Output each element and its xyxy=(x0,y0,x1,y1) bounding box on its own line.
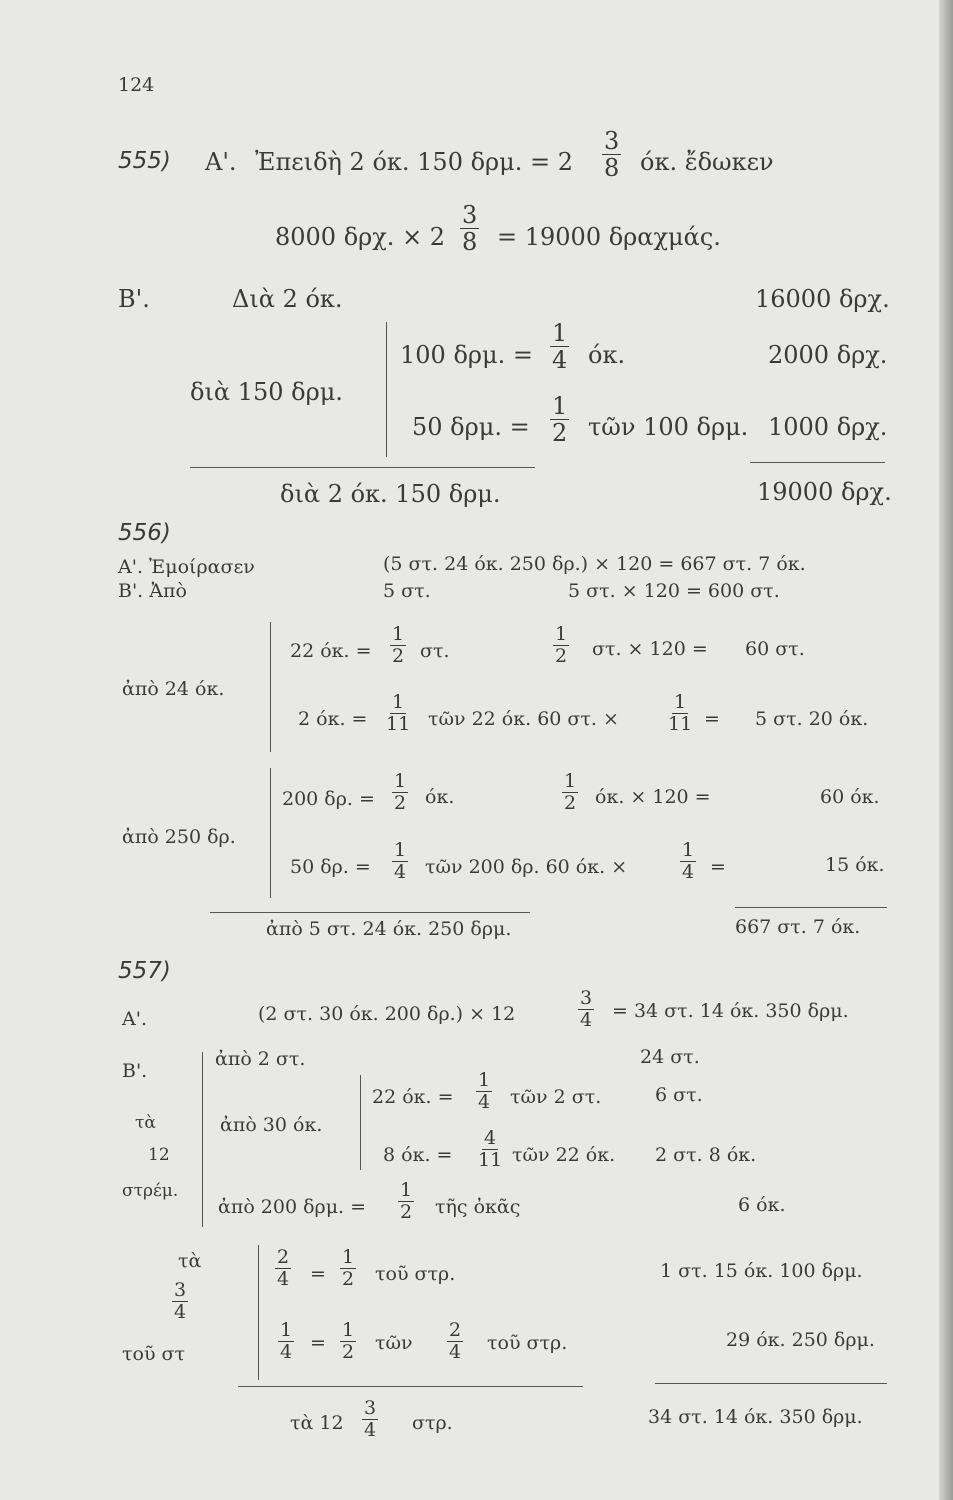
brace xyxy=(258,1245,259,1380)
text-line: 50 δρμ. = xyxy=(412,413,530,441)
amount: 24 στ. xyxy=(640,1046,700,1068)
page-spine xyxy=(939,0,953,1500)
rule xyxy=(238,1386,583,1387)
text-line: στρ. xyxy=(412,1412,453,1434)
brace xyxy=(202,1052,203,1227)
text-line: 8 όκ. = xyxy=(383,1144,453,1166)
answer-a-label: Α'. xyxy=(205,148,237,176)
answer-b-label: Β'. xyxy=(118,285,150,313)
amount: 6 όκ. xyxy=(738,1194,786,1216)
rule xyxy=(210,912,530,913)
text-line: = xyxy=(704,708,720,730)
fraction: $\frac{1}{2}$ xyxy=(342,1246,355,1290)
text-line: στρέμ. xyxy=(122,1181,179,1201)
fraction: $\frac{2}{4}$ xyxy=(277,1246,290,1290)
text-line: τὰ xyxy=(178,1250,202,1272)
text-line: 2 όκ. = xyxy=(298,708,368,730)
text-line: 100 δρμ. = xyxy=(400,341,533,369)
text-line: τῶν 100 δρμ. xyxy=(588,413,749,441)
text-line: ἀπὸ 2 στ. xyxy=(215,1048,306,1070)
amount: 29 όκ. 250 δρμ. xyxy=(726,1329,875,1351)
brace xyxy=(270,622,271,752)
text-line: διὰ 150 δρμ. xyxy=(190,378,343,406)
brace xyxy=(360,1075,361,1170)
total-label: ἀπὸ 5 στ. 24 όκ. 250 δρμ. xyxy=(266,918,512,940)
text-line: 200 δρ. = xyxy=(282,788,375,810)
problem-557-label: 557) xyxy=(118,958,171,984)
text-line: 22 όκ. = xyxy=(290,640,372,662)
text-line: 12 xyxy=(148,1145,170,1165)
text-line: τοῦ στ xyxy=(122,1343,186,1365)
fraction: $\frac{2}{4}$ xyxy=(449,1319,462,1363)
text-line: = xyxy=(710,856,726,878)
fraction: $\frac{1}{2}$ xyxy=(342,1319,355,1363)
text-line: ἀπὸ 30 όκ. xyxy=(220,1114,323,1136)
total-value: 19000 δρχ. xyxy=(757,478,892,506)
amount: 60 στ. xyxy=(745,638,805,660)
page-number: 124 xyxy=(118,74,155,96)
total-label: διὰ 2 όκ. 150 δρμ. xyxy=(280,480,501,508)
text-line: = 34 στ. 14 όκ. 350 δρμ. xyxy=(612,1000,849,1022)
fraction: $\frac{1}{2}$ xyxy=(555,623,568,667)
text-line: 50 δρ. = xyxy=(290,856,371,878)
fraction: $\frac{1}{4}$ xyxy=(394,839,407,883)
amount: 6 στ. xyxy=(655,1084,703,1106)
text-line: τῶν 22 όκ. 60 στ. × xyxy=(428,708,619,730)
brace xyxy=(386,322,387,457)
total-value: 667 στ. 7 όκ. xyxy=(735,916,861,938)
fraction: $\frac{3}{4}$ xyxy=(174,1279,187,1323)
problem-556-label: 556) xyxy=(118,520,171,546)
fraction: $\frac{1}{11}$ xyxy=(668,691,693,735)
rule xyxy=(735,907,887,908)
text-line: 5 στ. xyxy=(383,580,431,602)
fraction: $\frac{1}{2}$ xyxy=(392,623,405,667)
text-line: Διὰ 2 όκ. xyxy=(232,285,343,313)
text-line: όκ. ἔδωκεν xyxy=(640,148,774,176)
rule xyxy=(750,462,885,463)
text-line: (5 στ. 24 όκ. 250 δρ.) × 120 = 667 στ. 7 όκ. xyxy=(383,553,806,575)
amount: 1 στ. 15 όκ. 100 δρμ. xyxy=(660,1260,863,1282)
text-line: τοῦ στρ. xyxy=(375,1263,456,1285)
fraction: $\frac{1}{2}$ xyxy=(552,392,568,447)
text-line: τῆς ὀκᾶς xyxy=(435,1196,521,1218)
fraction: $\frac{1}{4}$ xyxy=(280,1319,293,1363)
text-line: 8000 δρχ. × 2 xyxy=(275,223,446,251)
amount: 60 όκ. xyxy=(820,786,880,808)
answer-b-label: Β'. xyxy=(122,1060,148,1082)
fraction: $\frac{1}{4}$ xyxy=(478,1069,491,1113)
text-line: τῶν 200 δρ. 60 όκ. × xyxy=(425,856,628,878)
text-line: στ. × 120 = xyxy=(592,638,708,660)
text-line: όκ. xyxy=(425,786,455,808)
answer-a-label: Α'. Ἐμοίρασεν xyxy=(118,556,255,578)
rule xyxy=(190,467,535,468)
amount: 16000 δρχ. xyxy=(755,285,890,313)
text-line: τοῦ στρ. xyxy=(487,1332,568,1354)
answer-b-label: Β'. Ἀπὸ xyxy=(118,580,187,602)
amount: 5 στ. 20 όκ. xyxy=(755,708,869,730)
fraction: $\frac{3}{8}$ xyxy=(462,201,478,256)
fraction: $\frac{3}{4}$ xyxy=(364,1397,377,1441)
text-line: τῶν 2 στ. xyxy=(510,1086,602,1108)
text-line: Ἐπειδὴ 2 όκ. 150 δρμ. = 2 xyxy=(255,148,574,176)
fraction: $\frac{1}{11}$ xyxy=(386,691,411,735)
text-line: ἀπὸ 24 όκ. xyxy=(122,678,225,700)
text-line: τὰ xyxy=(135,1113,156,1133)
fraction: $\frac{3}{4}$ xyxy=(580,987,593,1031)
amount: 2 στ. 8 όκ. xyxy=(655,1144,757,1166)
fraction: $\frac{1}{4}$ xyxy=(552,319,568,374)
amount: 15 όκ. xyxy=(825,854,885,876)
fraction: $\frac{1}{4}$ xyxy=(682,839,695,883)
fraction: $\frac{1}{2}$ xyxy=(564,770,577,814)
text-line: = xyxy=(310,1332,326,1354)
text-line: όκ. xyxy=(588,341,626,369)
fraction: $\frac{3}{8}$ xyxy=(604,127,620,182)
amount: 2000 δρχ. xyxy=(768,341,888,369)
text-line: ἀπὸ 250 δρ. xyxy=(122,826,236,848)
rule xyxy=(655,1383,887,1384)
text-line: στ. xyxy=(420,640,450,662)
total-label: τὰ 12 xyxy=(290,1412,344,1434)
text-line: = xyxy=(310,1263,326,1285)
text-line: ἀπὸ 200 δρμ. = xyxy=(218,1196,367,1218)
text-line: τῶν 22 όκ. xyxy=(512,1144,616,1166)
fraction: $\frac{1}{2}$ xyxy=(394,770,407,814)
text-line: 22 όκ. = xyxy=(372,1086,454,1108)
answer-a-label: Α'. xyxy=(122,1008,147,1030)
text-line: τῶν xyxy=(375,1332,413,1354)
fraction: $\frac{4}{11}$ xyxy=(478,1127,503,1171)
text-line: 5 στ. × 120 = 600 στ. xyxy=(568,580,780,602)
text-line: όκ. × 120 = xyxy=(595,786,711,808)
fraction: $\frac{1}{2}$ xyxy=(400,1179,413,1223)
amount: 1000 δρχ. xyxy=(768,413,888,441)
problem-555-label: 555) xyxy=(118,148,171,174)
total-value: 34 στ. 14 όκ. 350 δρμ. xyxy=(648,1406,863,1428)
brace xyxy=(270,768,271,898)
text-line: (2 στ. 30 όκ. 200 δρ.) × 12 xyxy=(258,1003,516,1025)
text-line: = 19000 δραχμάς. xyxy=(497,223,721,251)
